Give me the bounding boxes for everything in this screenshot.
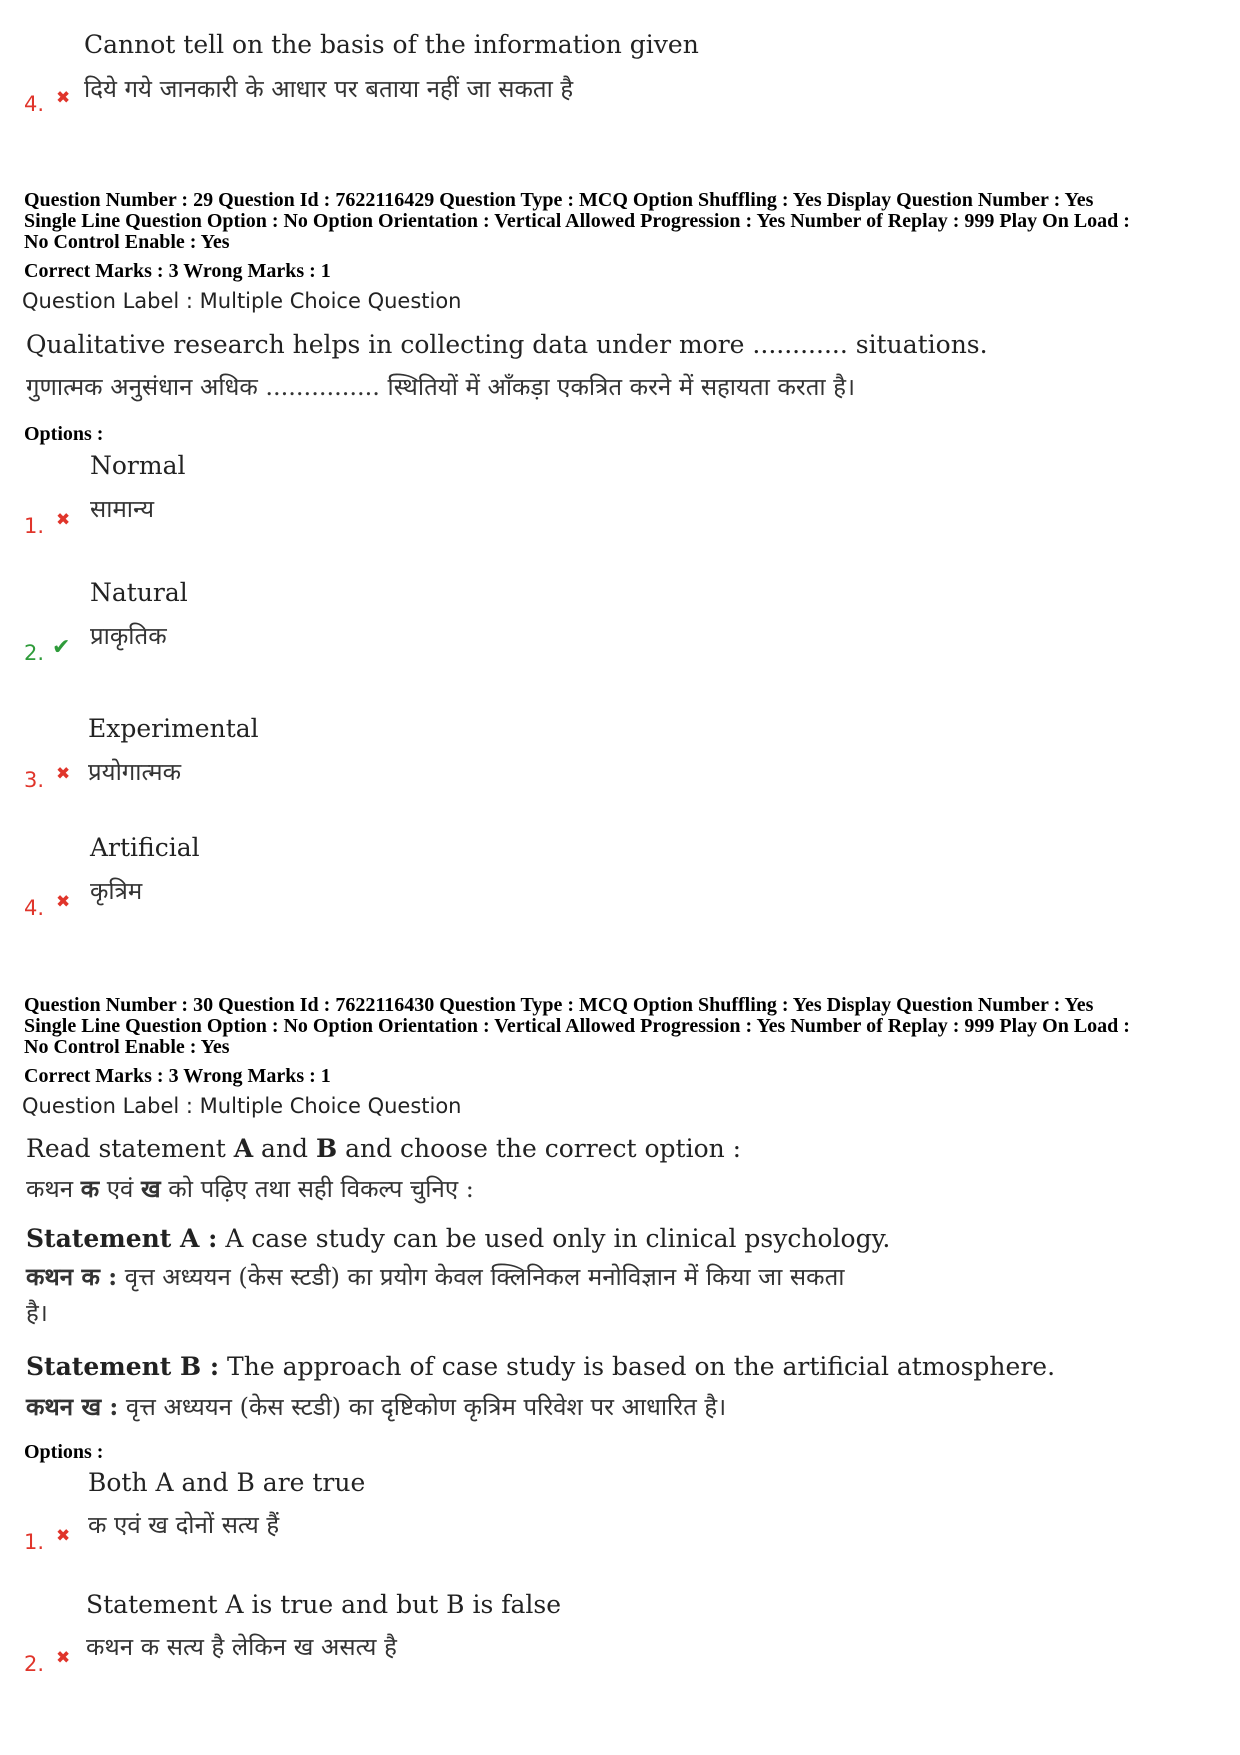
q30-statement-b-en: Statement B : The approach of case study is based on the artificial atmosphere. (26, 1352, 1056, 1381)
q29-option-2-number: 2. (24, 641, 45, 665)
q30-option-1-en: Both A and B are true (88, 1468, 366, 1497)
q29-option-4-hi: कृत्रिम (90, 877, 143, 905)
q30-statement-a-en: Statement A : A case study can be used only in clinical psychology. (26, 1224, 891, 1253)
prev-option-4-en: Cannot tell on the basis of the information given (84, 30, 699, 59)
cross-icon: ✖ (56, 510, 71, 530)
q29-question-label: Question Label : Multiple Choice Question (22, 289, 462, 313)
q29-option-3-en: Experimental (88, 714, 259, 743)
cross-icon: ✖ (56, 1648, 71, 1668)
q29-meta-line-3: No Control Enable : Yes (24, 231, 230, 253)
q30-question-label: Question Label : Multiple Choice Question (22, 1094, 462, 1118)
q29-option-4-en: Artificial (90, 833, 200, 862)
q30-options-heading: Options : (24, 1441, 104, 1463)
q29-question-en: Qualitative research helps in collecting data under more ............ situations. (26, 330, 988, 359)
q30-statement-a-hi: कथन क : वृत्त अध्ययन (केस स्टडी) का प्रयोग केवल क्लिनिकल मनोविज्ञान में किया जा सकता (26, 1262, 845, 1291)
q29-options-heading: Options : (24, 423, 104, 445)
q30-meta-line-3: No Control Enable : Yes (24, 1036, 230, 1058)
q29-option-1-en: Normal (90, 451, 186, 480)
q29-meta-line-2: Single Line Question Option : No Option Orientation : Vertical Allowed Progression : Yes Number of Replay : 999 Play On Load : (24, 210, 1130, 232)
q30-statement-a-hi-cont: है। (26, 1299, 48, 1327)
cross-icon: ✖ (56, 1526, 71, 1546)
cross-icon: ✖ (56, 764, 71, 784)
cross-icon: ✖ (56, 88, 71, 108)
q29-question-hi: गुणात्मक अनुसंधान अधिक ............... स्थितियों में आँकड़ा एकत्रित करने में सहायता करता है। (26, 373, 856, 401)
q30-statement-b-hi: कथन ख : वृत्त अध्ययन (केस स्टडी) का दृष्टिकोण कृत्रिम परिवेश पर आधारित है। (26, 1392, 727, 1421)
q30-option-2-en: Statement A is true and but B is false (86, 1590, 562, 1619)
q30-intro-hi: कथन क एवं ख को पढ़िए तथा सही विकल्प चुनिए : (26, 1174, 474, 1203)
q29-option-2-en: Natural (90, 578, 188, 607)
q29-option-3-hi: प्रयोगात्मक (88, 758, 182, 786)
q29-meta-line-1: Question Number : 29 Question Id : 7622116429 Question Type : MCQ Option Shuffling : Yes Display Question Number : Yes (24, 189, 1094, 211)
q30-meta-line-2: Single Line Question Option : No Option Orientation : Vertical Allowed Progression : Yes Number of Replay : 999 Play On Load : (24, 1015, 1130, 1037)
q30-intro-en: Read statement A and B and choose the correct option : (26, 1134, 742, 1163)
q29-marks: Correct Marks : 3 Wrong Marks : 1 (24, 260, 331, 282)
q29-option-3-number: 3. (24, 768, 45, 792)
q30-option-1-hi: क एवं ख दोनों सत्य हैं (88, 1511, 280, 1539)
q29-option-1-hi: सामान्य (90, 495, 155, 523)
q29-option-4-number: 4. (24, 896, 45, 920)
q30-meta-line-1: Question Number : 30 Question Id : 7622116430 Question Type : MCQ Option Shuffling : Yes Display Question Number : Yes (24, 994, 1094, 1016)
cross-icon: ✖ (56, 892, 71, 912)
q30-option-2-hi: कथन क सत्य है लेकिन ख असत्य है (86, 1633, 397, 1661)
q29-option-2-hi: प्राकृतिक (90, 622, 167, 650)
prev-option-4-hi: दिये गये जानकारी के आधार पर बताया नहीं जा सकता है (84, 75, 574, 103)
prev-option-4-number: 4. (24, 92, 45, 116)
q30-option-2-number: 2. (24, 1652, 45, 1676)
q30-marks: Correct Marks : 3 Wrong Marks : 1 (24, 1065, 331, 1087)
check-icon: ✔ (52, 635, 71, 660)
q29-option-1-number: 1. (24, 514, 45, 538)
q30-option-1-number: 1. (24, 1530, 45, 1554)
